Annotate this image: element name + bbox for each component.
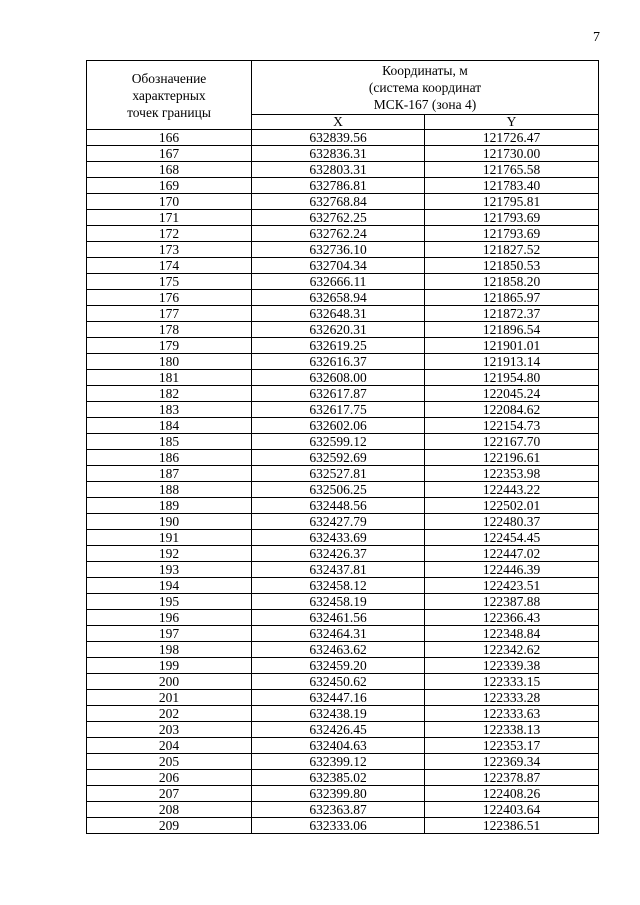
point-id-cell: 168 <box>87 162 252 178</box>
y-coordinate-cell: 122167.70 <box>425 434 599 450</box>
x-coordinate-cell: 632506.25 <box>252 482 425 498</box>
y-coordinate-cell: 122366.43 <box>425 610 599 626</box>
x-coordinate-cell: 632762.25 <box>252 210 425 226</box>
point-id-cell: 199 <box>87 658 252 674</box>
table-row <box>87 738 599 754</box>
y-coordinate-cell: 122408.26 <box>425 786 599 802</box>
point-id-cell: 189 <box>87 498 252 514</box>
y-coordinate-cell: 122446.39 <box>425 562 599 578</box>
y-coordinate-cell: 121850.53 <box>425 258 599 274</box>
y-coordinate-cell: 122084.62 <box>425 402 599 418</box>
point-id-cell: 186 <box>87 450 252 466</box>
x-coordinate-cell: 632602.06 <box>252 418 425 434</box>
y-coordinate-cell: 122386.51 <box>425 818 599 834</box>
x-coordinate-cell: 632616.37 <box>252 354 425 370</box>
x-coordinate-cell: 632464.31 <box>252 626 425 642</box>
x-coordinate-cell: 632736.10 <box>252 242 425 258</box>
x-coordinate-cell: 632458.19 <box>252 594 425 610</box>
point-id-cell: 190 <box>87 514 252 530</box>
point-designation-header <box>87 61 252 130</box>
y-coordinate-cell: 122348.84 <box>425 626 599 642</box>
table-row <box>87 658 599 674</box>
table-row <box>87 754 599 770</box>
table-row <box>87 786 599 802</box>
y-coordinate-cell: 122339.38 <box>425 658 599 674</box>
x-coordinate-cell: 632599.12 <box>252 434 425 450</box>
table-row <box>87 610 599 626</box>
x-coordinate-cell: 632385.02 <box>252 770 425 786</box>
point-id-cell: 193 <box>87 562 252 578</box>
table-row <box>87 354 599 370</box>
x-coordinate-cell: 632458.12 <box>252 578 425 594</box>
x-column-header: X <box>252 115 425 130</box>
table-row <box>87 258 599 274</box>
table-row <box>87 530 599 546</box>
point-id-cell: 204 <box>87 738 252 754</box>
x-coordinate-cell: 632608.00 <box>252 370 425 386</box>
table-body <box>87 130 599 834</box>
y-coordinate-cell: 122333.28 <box>425 690 599 706</box>
y-coordinate-cell: 122502.01 <box>425 498 599 514</box>
table-row <box>87 434 599 450</box>
table-row <box>87 674 599 690</box>
table-row <box>87 562 599 578</box>
x-coordinate-cell: 632839.56 <box>252 130 425 146</box>
y-coordinate-cell: 121954.80 <box>425 370 599 386</box>
x-coordinate-cell: 632399.80 <box>252 786 425 802</box>
x-coordinate-cell: 632404.63 <box>252 738 425 754</box>
x-coordinate-cell: 632592.69 <box>252 450 425 466</box>
coordinates-header <box>252 61 599 115</box>
table-row <box>87 722 599 738</box>
table-row <box>87 498 599 514</box>
y-coordinate-cell: 121765.58 <box>425 162 599 178</box>
point-id-cell: 194 <box>87 578 252 594</box>
point-id-cell: 169 <box>87 178 252 194</box>
x-coordinate-cell: 632762.24 <box>252 226 425 242</box>
table-row <box>87 770 599 786</box>
x-coordinate-cell: 632463.62 <box>252 642 425 658</box>
y-coordinate-cell: 121872.37 <box>425 306 599 322</box>
point-id-cell: 201 <box>87 690 252 706</box>
table-row <box>87 514 599 530</box>
point-id-cell: 206 <box>87 770 252 786</box>
point-header-line: характерных <box>132 87 206 103</box>
y-coordinate-cell: 121726.47 <box>425 130 599 146</box>
table-row <box>87 146 599 162</box>
x-coordinate-cell: 632704.34 <box>252 258 425 274</box>
point-header-line: точек границы <box>127 104 211 120</box>
x-coordinate-cell: 632333.06 <box>252 818 425 834</box>
point-id-cell: 172 <box>87 226 252 242</box>
x-coordinate-cell: 632648.31 <box>252 306 425 322</box>
table-row <box>87 594 599 610</box>
x-coordinate-cell: 632527.81 <box>252 466 425 482</box>
table-row <box>87 322 599 338</box>
x-coordinate-cell: 632447.16 <box>252 690 425 706</box>
y-column-header: Y <box>425 115 599 130</box>
x-coordinate-cell: 632620.31 <box>252 322 425 338</box>
point-id-cell: 203 <box>87 722 252 738</box>
y-coordinate-cell: 121827.52 <box>425 242 599 258</box>
x-coordinate-cell: 632617.87 <box>252 386 425 402</box>
table-row <box>87 706 599 722</box>
y-coordinate-cell: 122045.24 <box>425 386 599 402</box>
point-id-cell: 166 <box>87 130 252 146</box>
point-id-cell: 185 <box>87 434 252 450</box>
point-id-cell: 187 <box>87 466 252 482</box>
point-id-cell: 184 <box>87 418 252 434</box>
coords-header-line: МСК-167 (зона 4) <box>373 97 477 112</box>
point-id-cell: 205 <box>87 754 252 770</box>
y-coordinate-cell: 122403.64 <box>425 802 599 818</box>
y-coordinate-cell: 122196.61 <box>425 450 599 466</box>
x-coordinate-cell: 632438.19 <box>252 706 425 722</box>
x-coordinate-cell: 632461.56 <box>252 610 425 626</box>
table-row <box>87 242 599 258</box>
x-coordinate-cell: 632658.94 <box>252 290 425 306</box>
y-coordinate-cell: 122443.22 <box>425 482 599 498</box>
x-coordinate-cell: 632399.12 <box>252 754 425 770</box>
x-coordinate-cell: 632619.25 <box>252 338 425 354</box>
y-coordinate-cell: 122454.45 <box>425 530 599 546</box>
y-coordinate-cell: 122342.62 <box>425 642 599 658</box>
table-row <box>87 642 599 658</box>
point-id-cell: 188 <box>87 482 252 498</box>
point-id-cell: 209 <box>87 818 252 834</box>
x-coordinate-cell: 632427.79 <box>252 514 425 530</box>
y-coordinate-cell: 121793.69 <box>425 210 599 226</box>
y-coordinate-cell: 122447.02 <box>425 546 599 562</box>
y-coordinate-cell: 122423.51 <box>425 578 599 594</box>
point-id-cell: 198 <box>87 642 252 658</box>
table-row <box>87 546 599 562</box>
x-coordinate-cell: 632450.62 <box>252 674 425 690</box>
point-id-cell: 170 <box>87 194 252 210</box>
coordinates-table <box>86 60 599 834</box>
point-id-cell: 200 <box>87 674 252 690</box>
x-coordinate-cell: 632363.87 <box>252 802 425 818</box>
y-coordinate-cell: 122333.63 <box>425 706 599 722</box>
x-coordinate-cell: 632666.11 <box>252 274 425 290</box>
point-header-line: Обозначение <box>131 70 207 86</box>
table-row <box>87 290 599 306</box>
point-id-cell: 191 <box>87 530 252 546</box>
table-row <box>87 802 599 818</box>
point-id-cell: 167 <box>87 146 252 162</box>
point-id-cell: 171 <box>87 210 252 226</box>
table-row <box>87 690 599 706</box>
table-row <box>87 178 599 194</box>
table-row <box>87 162 599 178</box>
y-coordinate-cell: 122154.73 <box>425 418 599 434</box>
point-id-cell: 178 <box>87 322 252 338</box>
page-number: 7 <box>593 30 600 45</box>
x-coordinate-cell: 632426.45 <box>252 722 425 738</box>
table-row <box>87 818 599 834</box>
x-coordinate-cell: 632459.20 <box>252 658 425 674</box>
table-row <box>87 482 599 498</box>
table-row <box>87 226 599 242</box>
point-id-cell: 180 <box>87 354 252 370</box>
point-id-cell: 182 <box>87 386 252 402</box>
point-id-cell: 183 <box>87 402 252 418</box>
x-coordinate-cell: 632448.56 <box>252 498 425 514</box>
x-coordinate-cell: 632768.84 <box>252 194 425 210</box>
y-coordinate-cell: 121896.54 <box>425 322 599 338</box>
point-id-cell: 175 <box>87 274 252 290</box>
table-row <box>87 578 599 594</box>
point-id-cell: 195 <box>87 594 252 610</box>
point-id-cell: 179 <box>87 338 252 354</box>
x-coordinate-cell: 632426.37 <box>252 546 425 562</box>
table-row <box>87 274 599 290</box>
table-row <box>87 626 599 642</box>
y-coordinate-cell: 121858.20 <box>425 274 599 290</box>
y-coordinate-cell: 121901.01 <box>425 338 599 354</box>
table-row <box>87 402 599 418</box>
table-row <box>87 130 599 146</box>
point-id-cell: 174 <box>87 258 252 274</box>
point-id-cell: 208 <box>87 802 252 818</box>
table-row <box>87 370 599 386</box>
y-coordinate-cell: 122480.37 <box>425 514 599 530</box>
point-id-cell: 177 <box>87 306 252 322</box>
table-row <box>87 466 599 482</box>
x-coordinate-cell: 632433.69 <box>252 530 425 546</box>
y-coordinate-cell: 122378.87 <box>425 770 599 786</box>
point-id-cell: 181 <box>87 370 252 386</box>
coords-header-line: Координаты, м <box>382 63 468 78</box>
y-coordinate-cell: 122369.34 <box>425 754 599 770</box>
x-coordinate-cell: 632803.31 <box>252 162 425 178</box>
y-coordinate-cell: 121793.69 <box>425 226 599 242</box>
x-coordinate-cell: 632437.81 <box>252 562 425 578</box>
table-row <box>87 194 599 210</box>
y-coordinate-cell: 122338.13 <box>425 722 599 738</box>
y-coordinate-cell: 122353.98 <box>425 466 599 482</box>
table-row <box>87 306 599 322</box>
table-row <box>87 450 599 466</box>
y-coordinate-cell: 122353.17 <box>425 738 599 754</box>
table-row <box>87 210 599 226</box>
x-coordinate-cell: 632836.31 <box>252 146 425 162</box>
y-coordinate-cell: 121865.97 <box>425 290 599 306</box>
y-coordinate-cell: 122333.15 <box>425 674 599 690</box>
y-coordinate-cell: 121783.40 <box>425 178 599 194</box>
point-id-cell: 173 <box>87 242 252 258</box>
y-coordinate-cell: 121795.81 <box>425 194 599 210</box>
point-id-cell: 207 <box>87 786 252 802</box>
y-coordinate-cell: 122387.88 <box>425 594 599 610</box>
table-row <box>87 418 599 434</box>
point-id-cell: 196 <box>87 610 252 626</box>
point-id-cell: 202 <box>87 706 252 722</box>
coords-header-line: (система координат <box>368 80 482 95</box>
point-id-cell: 197 <box>87 626 252 642</box>
point-id-cell: 176 <box>87 290 252 306</box>
x-coordinate-cell: 632617.75 <box>252 402 425 418</box>
x-coordinate-cell: 632786.81 <box>252 178 425 194</box>
y-coordinate-cell: 121730.00 <box>425 146 599 162</box>
table-row <box>87 338 599 354</box>
point-id-cell: 192 <box>87 546 252 562</box>
table-row <box>87 386 599 402</box>
y-coordinate-cell: 121913.14 <box>425 354 599 370</box>
